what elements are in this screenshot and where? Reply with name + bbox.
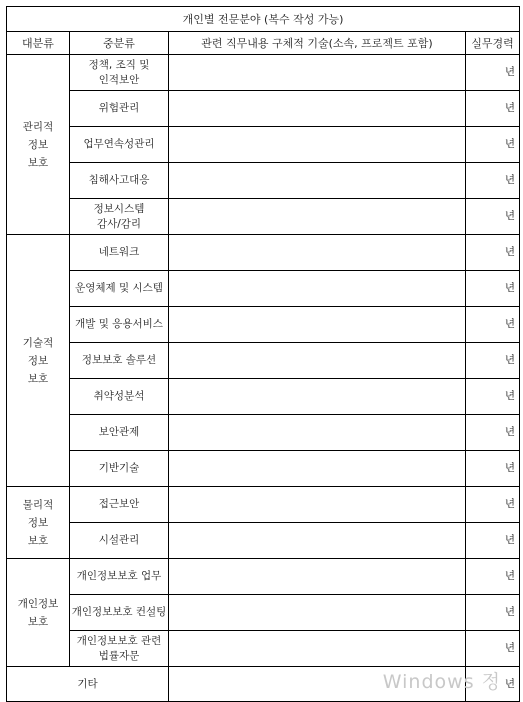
- middle-category-cell: 취약성분석: [70, 379, 169, 415]
- job-description-cell[interactable]: [169, 667, 466, 702]
- job-description-cell[interactable]: [169, 307, 466, 343]
- table-row: [7, 631, 520, 667]
- table-row: [7, 307, 520, 343]
- middle-category-cell: 위험관리: [70, 91, 169, 127]
- job-description-cell[interactable]: [169, 631, 466, 667]
- middle-category-cell: 침해사고대응: [70, 163, 169, 199]
- table-row: [7, 343, 520, 379]
- experience-years-cell[interactable]: 년: [466, 55, 520, 91]
- major-category-cell: 개인정보 보호: [7, 559, 70, 667]
- experience-years-cell[interactable]: 년: [466, 91, 520, 127]
- middle-category-cell: 접근보안: [70, 487, 169, 523]
- job-description-cell[interactable]: [169, 559, 466, 595]
- experience-years-cell[interactable]: 년: [466, 523, 520, 559]
- job-description-cell[interactable]: [169, 343, 466, 379]
- job-description-cell[interactable]: [169, 595, 466, 631]
- experience-years-cell[interactable]: 년: [466, 271, 520, 307]
- table-row: [7, 199, 520, 235]
- job-description-cell[interactable]: [169, 199, 466, 235]
- table-row: [7, 91, 520, 127]
- job-description-cell[interactable]: [169, 379, 466, 415]
- table-row: [7, 271, 520, 307]
- table-row: [7, 559, 520, 595]
- major-category-cell: 기술적 정보 보호: [7, 235, 70, 487]
- middle-category-cell: 시설관리: [70, 523, 169, 559]
- table-row: [7, 55, 520, 91]
- experience-years-cell[interactable]: 년: [466, 343, 520, 379]
- table-row: [7, 415, 520, 451]
- middle-category-cell: 개발 및 응용서비스: [70, 307, 169, 343]
- middle-category-cell: 정보시스템 감사/감리: [70, 199, 169, 235]
- table-title: 개인별 전문분야 (복수 작성 가능): [7, 7, 520, 32]
- expertise-table: [6, 6, 520, 702]
- experience-years-cell[interactable]: 년: [466, 487, 520, 523]
- middle-category-cell: 업무연속성관리: [70, 127, 169, 163]
- middle-category-cell: 개인정보보호 관련 법률자문: [70, 631, 169, 667]
- middle-category-cell: 개인정보보호 컨설팅: [70, 595, 169, 631]
- experience-years-cell[interactable]: 년: [466, 667, 520, 702]
- experience-years-cell[interactable]: 년: [466, 595, 520, 631]
- experience-years-cell[interactable]: 년: [466, 163, 520, 199]
- middle-category-cell: 기반기술: [70, 451, 169, 487]
- middle-category-cell: 보안관제: [70, 415, 169, 451]
- header-middle-category: 중분류: [70, 32, 169, 55]
- middle-category-cell: 네트워크: [70, 235, 169, 271]
- table-row: [7, 379, 520, 415]
- windows-activation-watermark: Windows 정: [382, 671, 501, 693]
- middle-category-cell: 정책, 조직 및 인적보안: [70, 55, 169, 91]
- experience-years-cell[interactable]: 년: [466, 379, 520, 415]
- job-description-cell[interactable]: [169, 451, 466, 487]
- table-row: [7, 523, 520, 559]
- header-experience-years: 실무경력: [466, 32, 520, 55]
- table-row: [7, 667, 520, 702]
- job-description-cell[interactable]: [169, 271, 466, 307]
- table-row: [7, 487, 520, 523]
- middle-category-cell: 개인정보보호 업무: [70, 559, 169, 595]
- other-category-cell: 기타: [7, 667, 169, 702]
- table-row: [7, 163, 520, 199]
- job-description-cell[interactable]: [169, 163, 466, 199]
- table-row: [7, 451, 520, 487]
- experience-years-cell[interactable]: 년: [466, 307, 520, 343]
- experience-years-cell[interactable]: 년: [466, 559, 520, 595]
- header-job-description: 관련 직무내용 구체적 기술(소속, 프로젝트 포함): [169, 32, 466, 55]
- experience-years-cell[interactable]: 년: [466, 415, 520, 451]
- job-description-cell[interactable]: [169, 487, 466, 523]
- experience-years-cell[interactable]: 년: [466, 127, 520, 163]
- job-description-cell[interactable]: [169, 55, 466, 91]
- table-row: [7, 595, 520, 631]
- experience-years-cell[interactable]: 년: [466, 451, 520, 487]
- header-major-category: 대분류: [7, 32, 70, 55]
- job-description-cell[interactable]: [169, 127, 466, 163]
- table-row: [7, 235, 520, 271]
- middle-category-cell: 정보보호 솔루션: [70, 343, 169, 379]
- job-description-cell[interactable]: [169, 91, 466, 127]
- major-category-cell: 관리적 정보 보호: [7, 55, 70, 235]
- job-description-cell[interactable]: [169, 523, 466, 559]
- job-description-cell[interactable]: [169, 235, 466, 271]
- middle-category-cell: 운영체제 및 시스템: [70, 271, 169, 307]
- table-row: [7, 127, 520, 163]
- job-description-cell[interactable]: [169, 415, 466, 451]
- experience-years-cell[interactable]: 년: [466, 199, 520, 235]
- experience-years-cell[interactable]: 년: [466, 631, 520, 667]
- experience-years-cell[interactable]: 년: [466, 235, 520, 271]
- major-category-cell: 물리적 정보 보호: [7, 487, 70, 559]
